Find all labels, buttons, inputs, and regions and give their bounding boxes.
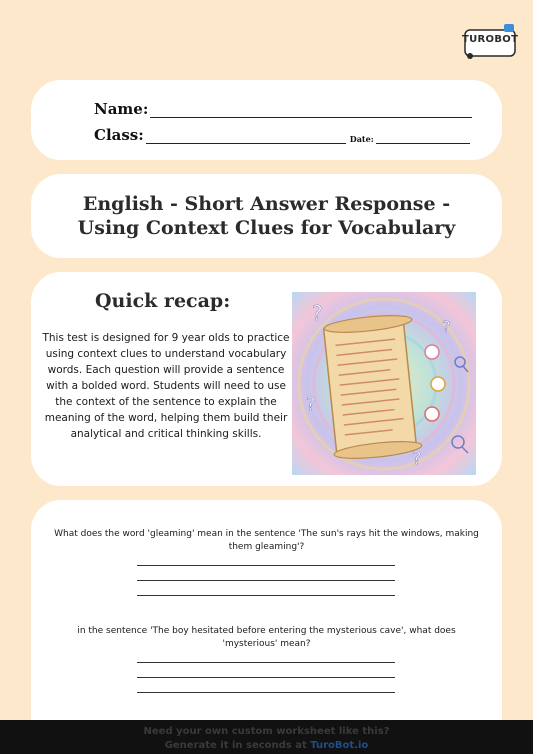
scroll-illustration — [292, 292, 476, 475]
footer-line-1: Need your own custom worksheet like this? — [143, 726, 390, 737]
svg-text:?: ? — [312, 301, 323, 325]
answer-line[interactable] — [137, 565, 395, 566]
logo-text: TUROBOT — [462, 34, 519, 45]
question-1: What does the word 'gleaming' mean in the sentence 'The sun's rays hit the windows, making them gleaming'? — [54, 529, 479, 552]
name-label: Name: — [94, 100, 149, 118]
name-field-line[interactable] — [150, 104, 472, 118]
recap-heading: Quick recap: — [95, 290, 231, 312]
footer-line-2 — [0, 739, 533, 753]
footer-prefix: Generate it in seconds at — [164, 740, 311, 751]
date-label: Date: — [349, 134, 374, 144]
recap-body: This test is designed for 9 year olds to practice using context clues to understand vocabulary words. Each question will provide a sentence with a bolded word. Students will need to use the context of the sentence to explain the meaning of the word, helping them build their analytical and critical thinking skills. — [42, 332, 290, 440]
class-label: Class: — [94, 126, 144, 144]
title-card — [31, 174, 502, 258]
question-2: in the sentence 'The boy hesitated before entering the mysterious cave', what does 'mysterious' mean? — [77, 626, 456, 649]
date-field-line[interactable] — [376, 130, 470, 144]
answer-line[interactable] — [137, 662, 395, 663]
answer-line[interactable] — [137, 677, 395, 678]
answer-line[interactable] — [137, 580, 395, 581]
recap-card — [31, 272, 502, 486]
worksheet-title: English - Short Answer Response - Using Context Clues for Vocabulary — [77, 193, 456, 239]
turobot-logo — [462, 24, 518, 62]
svg-text:?: ? — [412, 448, 422, 469]
questions-card — [31, 500, 502, 750]
turobot-link[interactable]: TuroBot.io — [310, 740, 369, 751]
answer-line[interactable] — [137, 595, 395, 596]
answer-line[interactable] — [137, 692, 395, 693]
promo-footer — [0, 720, 533, 754]
svg-text:?: ? — [442, 317, 451, 336]
class-field-line[interactable] — [146, 130, 346, 144]
student-info-card — [31, 80, 502, 160]
svg-text:?: ? — [306, 394, 316, 415]
